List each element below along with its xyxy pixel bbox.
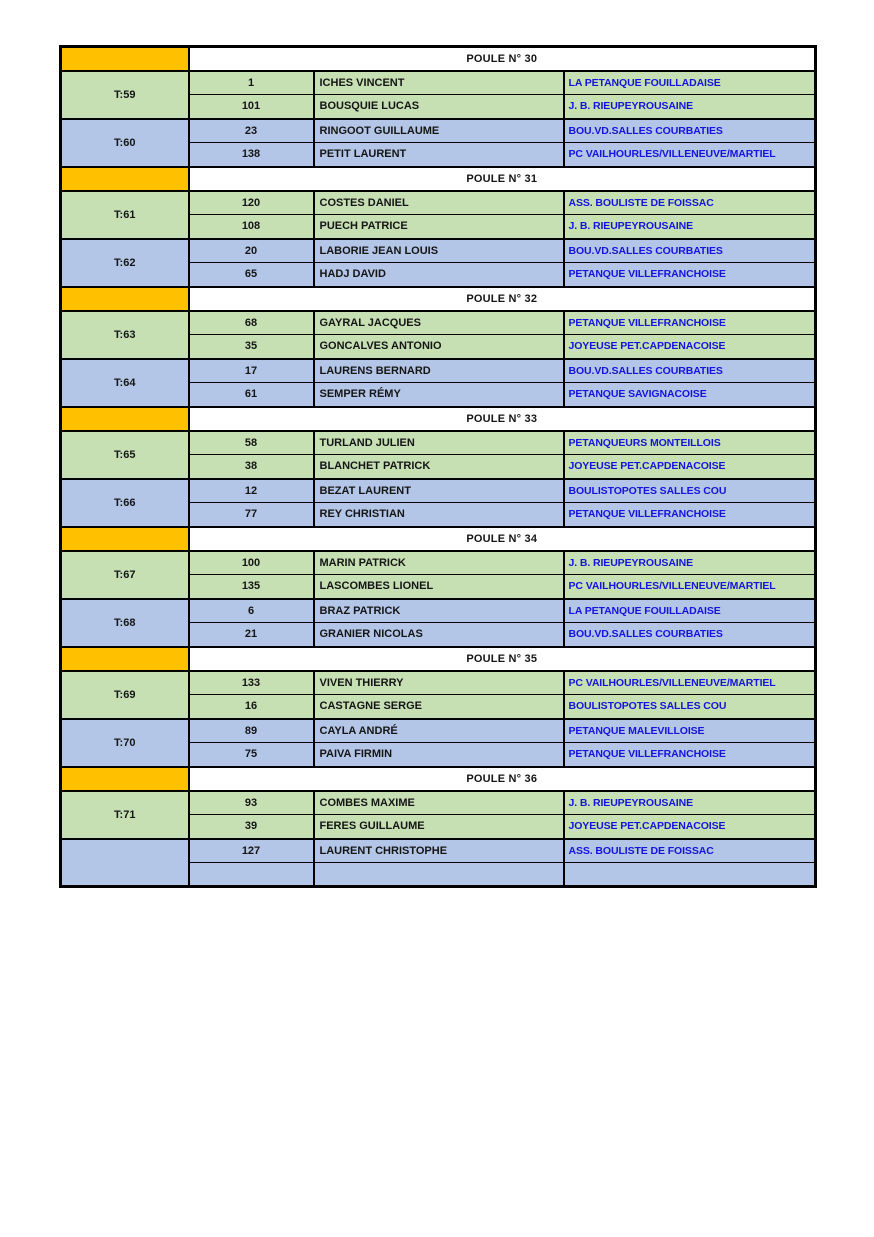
poule-header-row [61,527,816,551]
player-club: JOYEUSE PET.CAPDENACOISE [564,335,816,359]
player-club: BOU.VD.SALLES COURBATIES [564,239,816,263]
player-club: LA PETANQUE FOUILLADAISE [564,599,816,623]
player-club [564,863,816,887]
player-name: HADJ DAVID [314,263,564,287]
player-name: CASTAGNE SERGE [314,695,564,719]
player-number: 61 [189,383,314,407]
player-row [61,671,816,695]
player-club: BOU.VD.SALLES COURBATIES [564,119,816,143]
poule-color-cell [61,767,189,791]
player-club: BOU.VD.SALLES COURBATIES [564,623,816,647]
player-club: PETANQUE SAVIGNACOISE [564,383,816,407]
player-number: 65 [189,263,314,287]
player-club: BOU.VD.SALLES COURBATIES [564,359,816,383]
player-club: PETANQUEURS MONTEILLOIS [564,431,816,455]
player-number: 68 [189,311,314,335]
player-name: RINGOOT GUILLAUME [314,119,564,143]
poule-color-cell [61,527,189,551]
terrain-cell: T:61 [61,191,189,239]
poule-title: POULE N° 34 [189,527,816,551]
player-name: LAURENS BERNARD [314,359,564,383]
player-name: BOUSQUIE LUCAS [314,95,564,119]
player-number: 133 [189,671,314,695]
player-name: GRANIER NICOLAS [314,623,564,647]
player-row [61,599,816,623]
poule-color-cell [61,47,189,71]
terrain-cell: T:67 [61,551,189,599]
player-club: PETANQUE VILLEFRANCHOISE [564,263,816,287]
player-number: 35 [189,335,314,359]
player-club: JOYEUSE PET.CAPDENACOISE [564,455,816,479]
poule-header-row [61,47,816,71]
player-row [61,119,816,143]
poule-title: POULE N° 36 [189,767,816,791]
player-name: BEZAT LAURENT [314,479,564,503]
terrain-cell: T:60 [61,119,189,167]
poule-title: POULE N° 35 [189,647,816,671]
player-row [61,431,816,455]
poule-header-row [61,407,816,431]
player-row [61,311,816,335]
player-club: ASS. BOULISTE DE FOISSAC [564,191,816,215]
player-club: PC VAILHOURLES/VILLENEUVE/MARTIEL [564,671,816,695]
player-number: 21 [189,623,314,647]
poule-title: POULE N° 31 [189,167,816,191]
player-row [61,791,816,815]
player-number: 77 [189,503,314,527]
player-name: LASCOMBES LIONEL [314,575,564,599]
terrain-cell: T:70 [61,719,189,767]
terrain-cell: T:71 [61,791,189,839]
terrain-cell: T:68 [61,599,189,647]
player-club: BOULISTOPOTES SALLES COU [564,479,816,503]
player-number: 89 [189,719,314,743]
player-row [61,239,816,263]
poule-color-cell [61,647,189,671]
terrain-cell: T:63 [61,311,189,359]
player-number: 135 [189,575,314,599]
player-number: 93 [189,791,314,815]
player-name: PUECH PATRICE [314,215,564,239]
player-name: LABORIE JEAN LOUIS [314,239,564,263]
player-club: PETANQUE MALEVILLOISE [564,719,816,743]
player-number: 108 [189,215,314,239]
poules-sheet [59,45,817,888]
player-number: 39 [189,815,314,839]
player-club: J. B. RIEUPEYROUSAINE [564,791,816,815]
player-name: BLANCHET PATRICK [314,455,564,479]
player-number: 17 [189,359,314,383]
poule-title: POULE N° 33 [189,407,816,431]
player-number: 1 [189,71,314,95]
poules-table [59,45,817,888]
terrain-cell [61,839,189,887]
poule-title: POULE N° 30 [189,47,816,71]
player-number: 38 [189,455,314,479]
player-number: 100 [189,551,314,575]
player-number: 20 [189,239,314,263]
player-club: J. B. RIEUPEYROUSAINE [564,95,816,119]
player-number: 120 [189,191,314,215]
player-club: PETANQUE VILLEFRANCHOISE [564,743,816,767]
player-row [61,719,816,743]
player-name: PETIT LAURENT [314,143,564,167]
player-name: MARIN PATRICK [314,551,564,575]
player-name: BRAZ PATRICK [314,599,564,623]
player-club: PC VAILHOURLES/VILLENEUVE/MARTIEL [564,575,816,599]
player-name: CAYLA ANDRÉ [314,719,564,743]
player-number: 127 [189,839,314,863]
poule-header-row [61,647,816,671]
player-row [61,359,816,383]
player-name: COSTES DANIEL [314,191,564,215]
poule-color-cell [61,287,189,311]
player-number [189,863,314,887]
terrain-cell: T:59 [61,71,189,119]
player-club: ASS. BOULISTE DE FOISSAC [564,839,816,863]
terrain-cell: T:62 [61,239,189,287]
player-name: VIVEN THIERRY [314,671,564,695]
player-number: 101 [189,95,314,119]
player-name: PAIVA FIRMIN [314,743,564,767]
player-name: FERES GUILLAUME [314,815,564,839]
poule-color-cell [61,167,189,191]
player-row [61,479,816,503]
poule-header-row [61,287,816,311]
player-name: REY CHRISTIAN [314,503,564,527]
player-club: J. B. RIEUPEYROUSAINE [564,215,816,239]
poule-title: POULE N° 32 [189,287,816,311]
player-row [61,551,816,575]
poule-header-row [61,167,816,191]
terrain-cell: T:64 [61,359,189,407]
player-row [61,71,816,95]
player-club: PETANQUE VILLEFRANCHOISE [564,503,816,527]
player-row [61,839,816,863]
player-club: BOULISTOPOTES SALLES COU [564,695,816,719]
player-name: LAURENT CHRISTOPHE [314,839,564,863]
player-number: 16 [189,695,314,719]
poule-header-row [61,767,816,791]
terrain-cell: T:65 [61,431,189,479]
player-name: TURLAND JULIEN [314,431,564,455]
player-number: 138 [189,143,314,167]
player-number: 6 [189,599,314,623]
player-name: GAYRAL JACQUES [314,311,564,335]
player-club: PC VAILHOURLES/VILLENEUVE/MARTIEL [564,143,816,167]
player-number: 23 [189,119,314,143]
terrain-cell: T:69 [61,671,189,719]
player-club: J. B. RIEUPEYROUSAINE [564,551,816,575]
player-club: JOYEUSE PET.CAPDENACOISE [564,815,816,839]
poule-color-cell [61,407,189,431]
player-club: LA PETANQUE FOUILLADAISE [564,71,816,95]
player-name: COMBES MAXIME [314,791,564,815]
player-number: 58 [189,431,314,455]
player-name: SEMPER RÉMY [314,383,564,407]
player-name: ICHES VINCENT [314,71,564,95]
player-number: 12 [189,479,314,503]
player-name [314,863,564,887]
player-club: PETANQUE VILLEFRANCHOISE [564,311,816,335]
player-row [61,191,816,215]
terrain-cell: T:66 [61,479,189,527]
player-number: 75 [189,743,314,767]
player-name: GONCALVES ANTONIO [314,335,564,359]
